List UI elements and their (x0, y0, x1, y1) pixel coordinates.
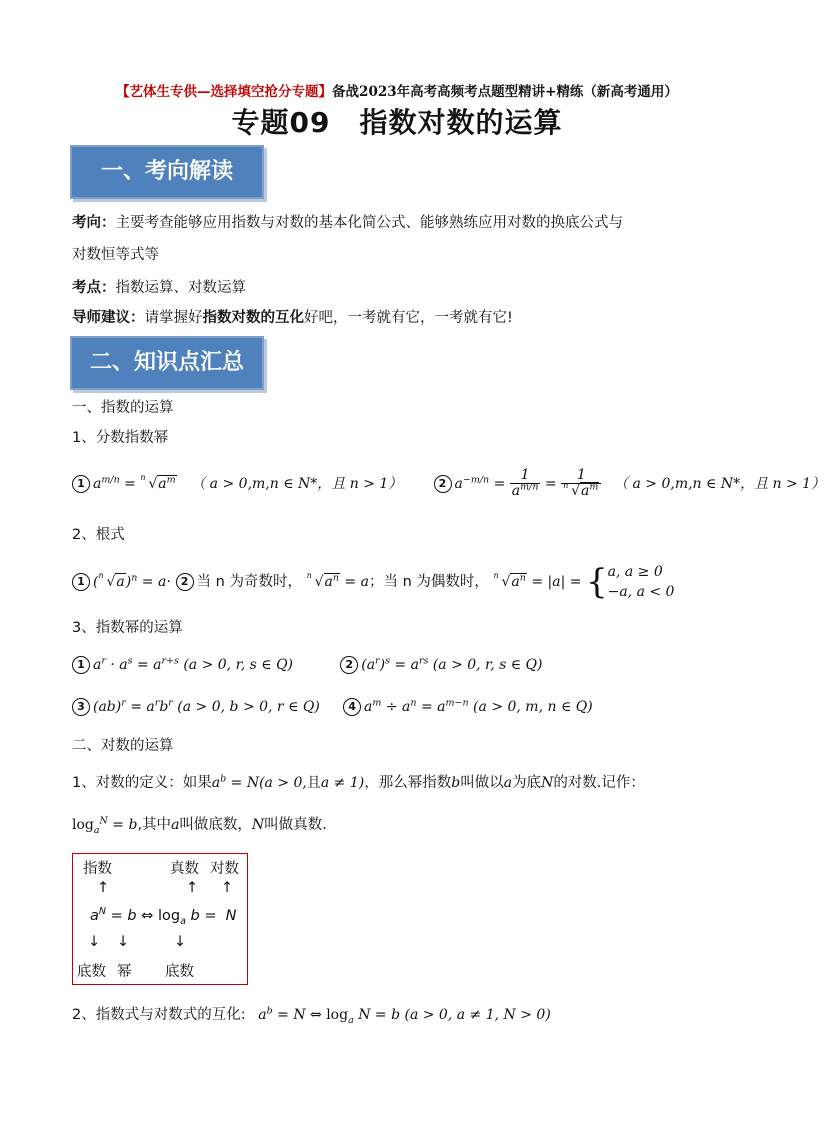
up-arrow-icon: ↑ (186, 880, 199, 896)
def-var-b: b (451, 775, 461, 791)
power-rules-row-2 (72, 697, 593, 717)
power-rule-3: $(ab)^r = a^rb^r$ (a > 0, b > 0, r ∈ Q) (93, 697, 320, 715)
def-pre: 1、对数的定义：如果 (72, 775, 212, 791)
kaoxiang-line-1 (72, 213, 623, 233)
radical-formula-1: ( n √a)$^n$ = a (93, 571, 167, 590)
def-mid2: 叫做以 (460, 775, 504, 791)
advice-pre: 请掌握好 (144, 310, 203, 326)
log-definition-line-2 (72, 815, 327, 835)
formula-1: $a^{m/n}$ = n $√a^m$ (93, 472, 176, 492)
kaoxiang-line-2: 对数恒等式等 (72, 247, 159, 263)
formula-1-condition: （ a > 0,m,n ∈ N*，且 n > 1） (191, 475, 403, 492)
log-definition-line-1 (72, 773, 645, 793)
number-circle-3: 1 (72, 573, 90, 591)
item2-heading: 2、根式 (72, 527, 125, 543)
log-relation-box (72, 853, 248, 985)
radical-formula-odd: n $√a^n = a$ (306, 571, 369, 590)
section-heading-2: 二、知识点汇总 (70, 336, 264, 390)
down-arrow-icon: ↓ (88, 934, 101, 950)
number-circle-6: 2 (340, 656, 358, 674)
part2-heading: 二、对数的运算 (72, 738, 174, 754)
def-post: 的对数.记作： (553, 775, 645, 791)
header-rest: 备战2023年高考高频考点题型精讲+精练（新高考通用） (332, 84, 678, 100)
box-formula: $a^N = b$ ⇔ $\log_a b = N$ (90, 906, 237, 927)
conversion-formula: $a^b = N$ ⇔ $\log_a N = b$ (a > 0, a ≠ 1, N > 0) (258, 1005, 551, 1026)
log-notation: $\log_a^N = b$ (72, 815, 138, 836)
kaoxiang-text-1: 主要考查能够应用指数与对数的基本化简公式、能够熟练应用对数的换底公式与 (115, 215, 623, 231)
box-label-dishu-1: 底数 (77, 964, 106, 980)
header-bracket-label: 【艺体生专供—选择填空抢分专题】 (116, 84, 333, 100)
kaodian-line (72, 278, 246, 298)
def2-post1: ,其中 (137, 817, 172, 833)
power-rule-4: $a^m \div a^n = a^{m-n}$ (a > 0, m, n ∈ Q) (364, 697, 593, 715)
def2-post2: 叫做底数， (179, 817, 252, 833)
number-circle-7: 3 (72, 698, 90, 716)
item1-heading: 1、分数指数幂 (72, 430, 169, 446)
def-formula: $a^b = N(a > 0$,且a ≠ 1) (211, 773, 365, 791)
box-label-zhishu: 指数 (83, 861, 112, 877)
def2-post3: 叫做真数. (264, 817, 327, 833)
formula-2-condition: （ a > 0,m,n ∈ N*，且 n > 1） (614, 475, 825, 492)
def2-var-n: N (251, 817, 265, 833)
power-rule-2: $(a^r)^s = a^{rs}$ (a > 0, r, s ∈ Q) (361, 655, 543, 673)
number-circle-1: 1 (72, 475, 90, 493)
item3-heading: 3、指数幂的运算 (72, 620, 183, 636)
box-label-mi: 幂 (117, 964, 132, 980)
conversion-line (72, 1005, 551, 1025)
box-label-zhenshu: 真数 (170, 861, 199, 877)
up-arrow-icon: ↑ (221, 880, 234, 896)
formula-radical: 1 ( n √a)$^n$ = a· 2 当 n 为奇数时， n $√a^n = a$；当 n 为偶数时， n $√a^n = |a|$ = { a, a ≥ 0 −a, a < 0 (72, 562, 674, 602)
radical-formula-even: n $√a^n = |a|$ = { a, a ≥ 0 −a, a < 0 (493, 562, 675, 602)
up-arrow-icon: ↑ (97, 880, 110, 896)
part1-heading: 一、指数的运算 (72, 400, 174, 416)
def-var-a: a (503, 775, 513, 791)
down-arrow-icon: ↓ (117, 934, 130, 950)
def2-var-a: a (171, 817, 180, 833)
number-circle-8: 4 (343, 698, 361, 716)
number-circle-2: 2 (434, 475, 452, 493)
power-rules-row-1 (72, 655, 543, 675)
radical-odd-text: 当 n 为奇数时， (196, 574, 302, 590)
formula-2: $a^{-m/n}$ = $\frac{1}{a^{m/n}}$ = 1 n $√a^m$ (455, 476, 602, 492)
formula-fractional-power (72, 468, 825, 499)
advice-bold: 指数对数的互化 (202, 310, 304, 326)
advice-line (72, 308, 513, 328)
box-label-dishu-2: 底数 (165, 964, 194, 980)
radical-even-text: ；当 n 为偶数时， (368, 574, 489, 590)
kaoxiang-label: 考向： (72, 215, 116, 231)
number-circle-4: 2 (176, 573, 194, 591)
page-title: 专题09 指数对数的运算 (231, 106, 563, 139)
power-rule-1: $a^r \cdot a^s = a^{r+s}$ (a > 0, r, s ∈ Q) (93, 655, 294, 673)
advice-post: 好吧，一考就有它，一考就有它! (304, 310, 513, 326)
def-mid: ，那么幂指数 (364, 775, 452, 791)
advice-label: 导师建议： (72, 310, 145, 326)
def-mid3: 为底 (512, 775, 542, 791)
down-arrow-icon: ↓ (174, 934, 187, 950)
kaodian-text: 指数运算、对数运算 (115, 280, 246, 296)
def-var-n: N (541, 775, 554, 791)
kaodian-label: 考点： (72, 280, 116, 296)
number-circle-5: 1 (72, 656, 90, 674)
conversion-label: 2、指数式与对数式的互化: (72, 1007, 246, 1023)
box-label-duishu: 对数 (210, 861, 239, 877)
header-line (72, 80, 722, 100)
section-heading-1: 一、考向解读 (70, 145, 264, 199)
